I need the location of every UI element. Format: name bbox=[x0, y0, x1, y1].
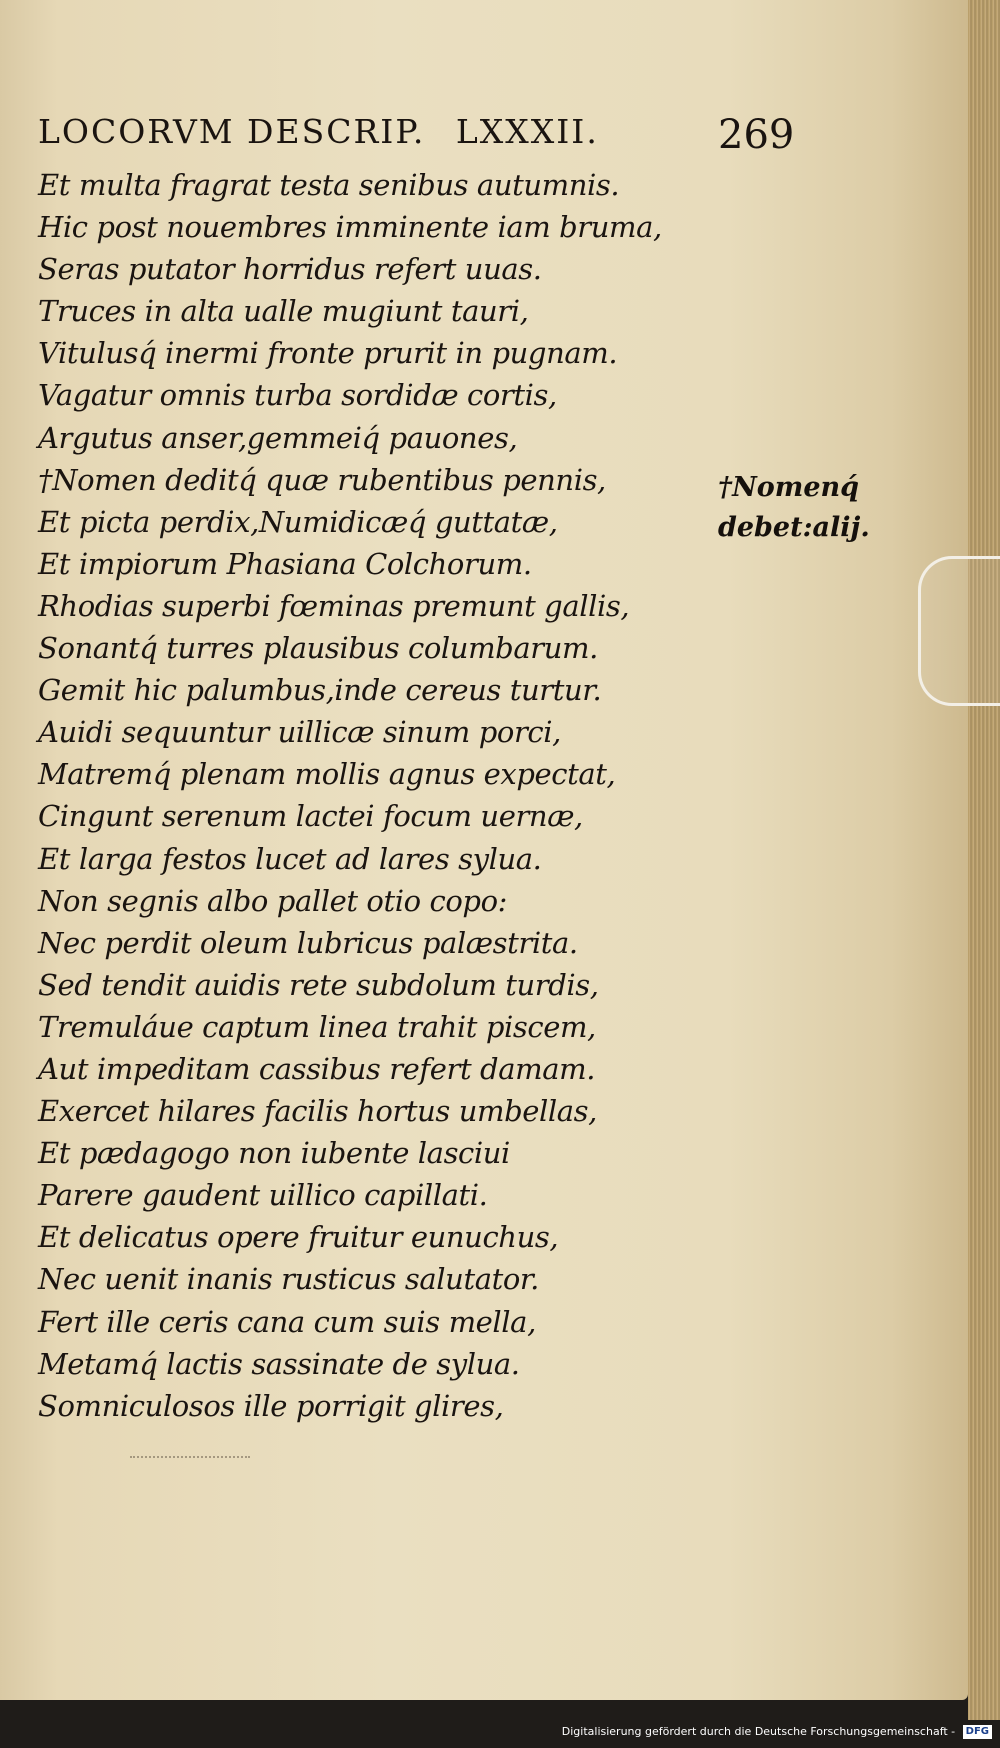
verse-line: Sonantq́ turres plausibus columbarum. bbox=[38, 631, 598, 666]
page-tab-marker bbox=[918, 556, 1000, 706]
verse-line: Gemit hic palumbus,inde cereus turtur. bbox=[38, 673, 602, 708]
page-number: 269 bbox=[718, 112, 795, 158]
verse-line: Truces in alta ualle mugiunt tauri, bbox=[38, 294, 529, 329]
verse-line: Argutus anser,gemmeiq́ pauones, bbox=[38, 420, 518, 455]
credit-text: Digitalisierung gefördert durch die Deutsche Forschungsgemeinschaft - bbox=[561, 1725, 956, 1738]
header-folio: LXXXII. bbox=[455, 112, 599, 151]
verse-line: Non segnis albo pallet otio copo: bbox=[38, 883, 507, 918]
page-edge-stack bbox=[968, 0, 1000, 1720]
marginal-note-line: †Nomenq́ bbox=[718, 472, 860, 503]
dfg-logo: DFG bbox=[963, 1725, 992, 1739]
verse-line: Metamq́ lactis sassinate de sylua. bbox=[38, 1346, 520, 1381]
digitization-credit bbox=[562, 1722, 992, 1742]
verse-line: Et impiorum Phasiana Colchorum. bbox=[38, 546, 532, 581]
verse-line: Et pædagogo non iubente lasciui bbox=[38, 1136, 510, 1171]
verse-line: †Nomen deditq́ quæ rubentibus pennis, bbox=[38, 462, 606, 497]
verse-line: Matremq́ plenam mollis agnus expectat, bbox=[38, 757, 616, 792]
running-header bbox=[38, 112, 798, 158]
verse-line: Et picta perdix,Numidicæq́ guttatæ, bbox=[38, 504, 558, 539]
header-title: LOCORVM DESCRIP. bbox=[38, 112, 426, 151]
verse-line: Et larga festos lucet ad lares sylua. bbox=[38, 841, 542, 876]
verse-line: Nec perdit oleum lubricus palæstrita. bbox=[38, 925, 578, 960]
verse-line: Seras putator horridus refert uuas. bbox=[38, 252, 542, 287]
verse-line: Vitulusq́ inermi fronte prurit in pugnam. bbox=[38, 336, 618, 371]
verse-line: Et multa fragrat testa senibus autumnis. bbox=[38, 168, 620, 202]
marginal-note-line: debet:alij. bbox=[718, 512, 870, 543]
verse-line: Et delicatus opere fruitur eunuchus, bbox=[38, 1220, 559, 1255]
ink-smudge bbox=[130, 1456, 250, 1470]
verse-line: Tremuláue captum linea trahit piscem, bbox=[38, 1009, 596, 1044]
verse-line: Cingunt serenum lactei focum uernæ, bbox=[38, 799, 583, 834]
verse-line: Exercet hilares facilis hortus umbellas, bbox=[38, 1094, 597, 1129]
verse-line: Aut impeditam cassibus refert damam. bbox=[38, 1051, 596, 1086]
verse-list bbox=[38, 164, 678, 1427]
verse-line: Auidi sequuntur uillicæ sinum porci, bbox=[38, 715, 561, 750]
verse-line: Somniculosos ille porrigit glires, bbox=[38, 1388, 504, 1423]
marginal-note bbox=[718, 468, 868, 548]
verse-line: Rhodias superbi fœminas premunt gallis, bbox=[38, 588, 630, 623]
verse-line: Nec uenit inanis rusticus salutator. bbox=[38, 1262, 540, 1297]
verse-line: Hic post nouembres imminente iam bruma, bbox=[38, 210, 662, 245]
verse-line: Vagatur omnis turba sordidæ cortis, bbox=[38, 378, 557, 413]
verse-line: Parere gaudent uillico capillati. bbox=[38, 1178, 488, 1213]
verse-line: Sed tendit auidis rete subdolum turdis, bbox=[38, 967, 599, 1002]
verse-line: Fert ille ceris cana cum suis mella, bbox=[38, 1304, 536, 1339]
